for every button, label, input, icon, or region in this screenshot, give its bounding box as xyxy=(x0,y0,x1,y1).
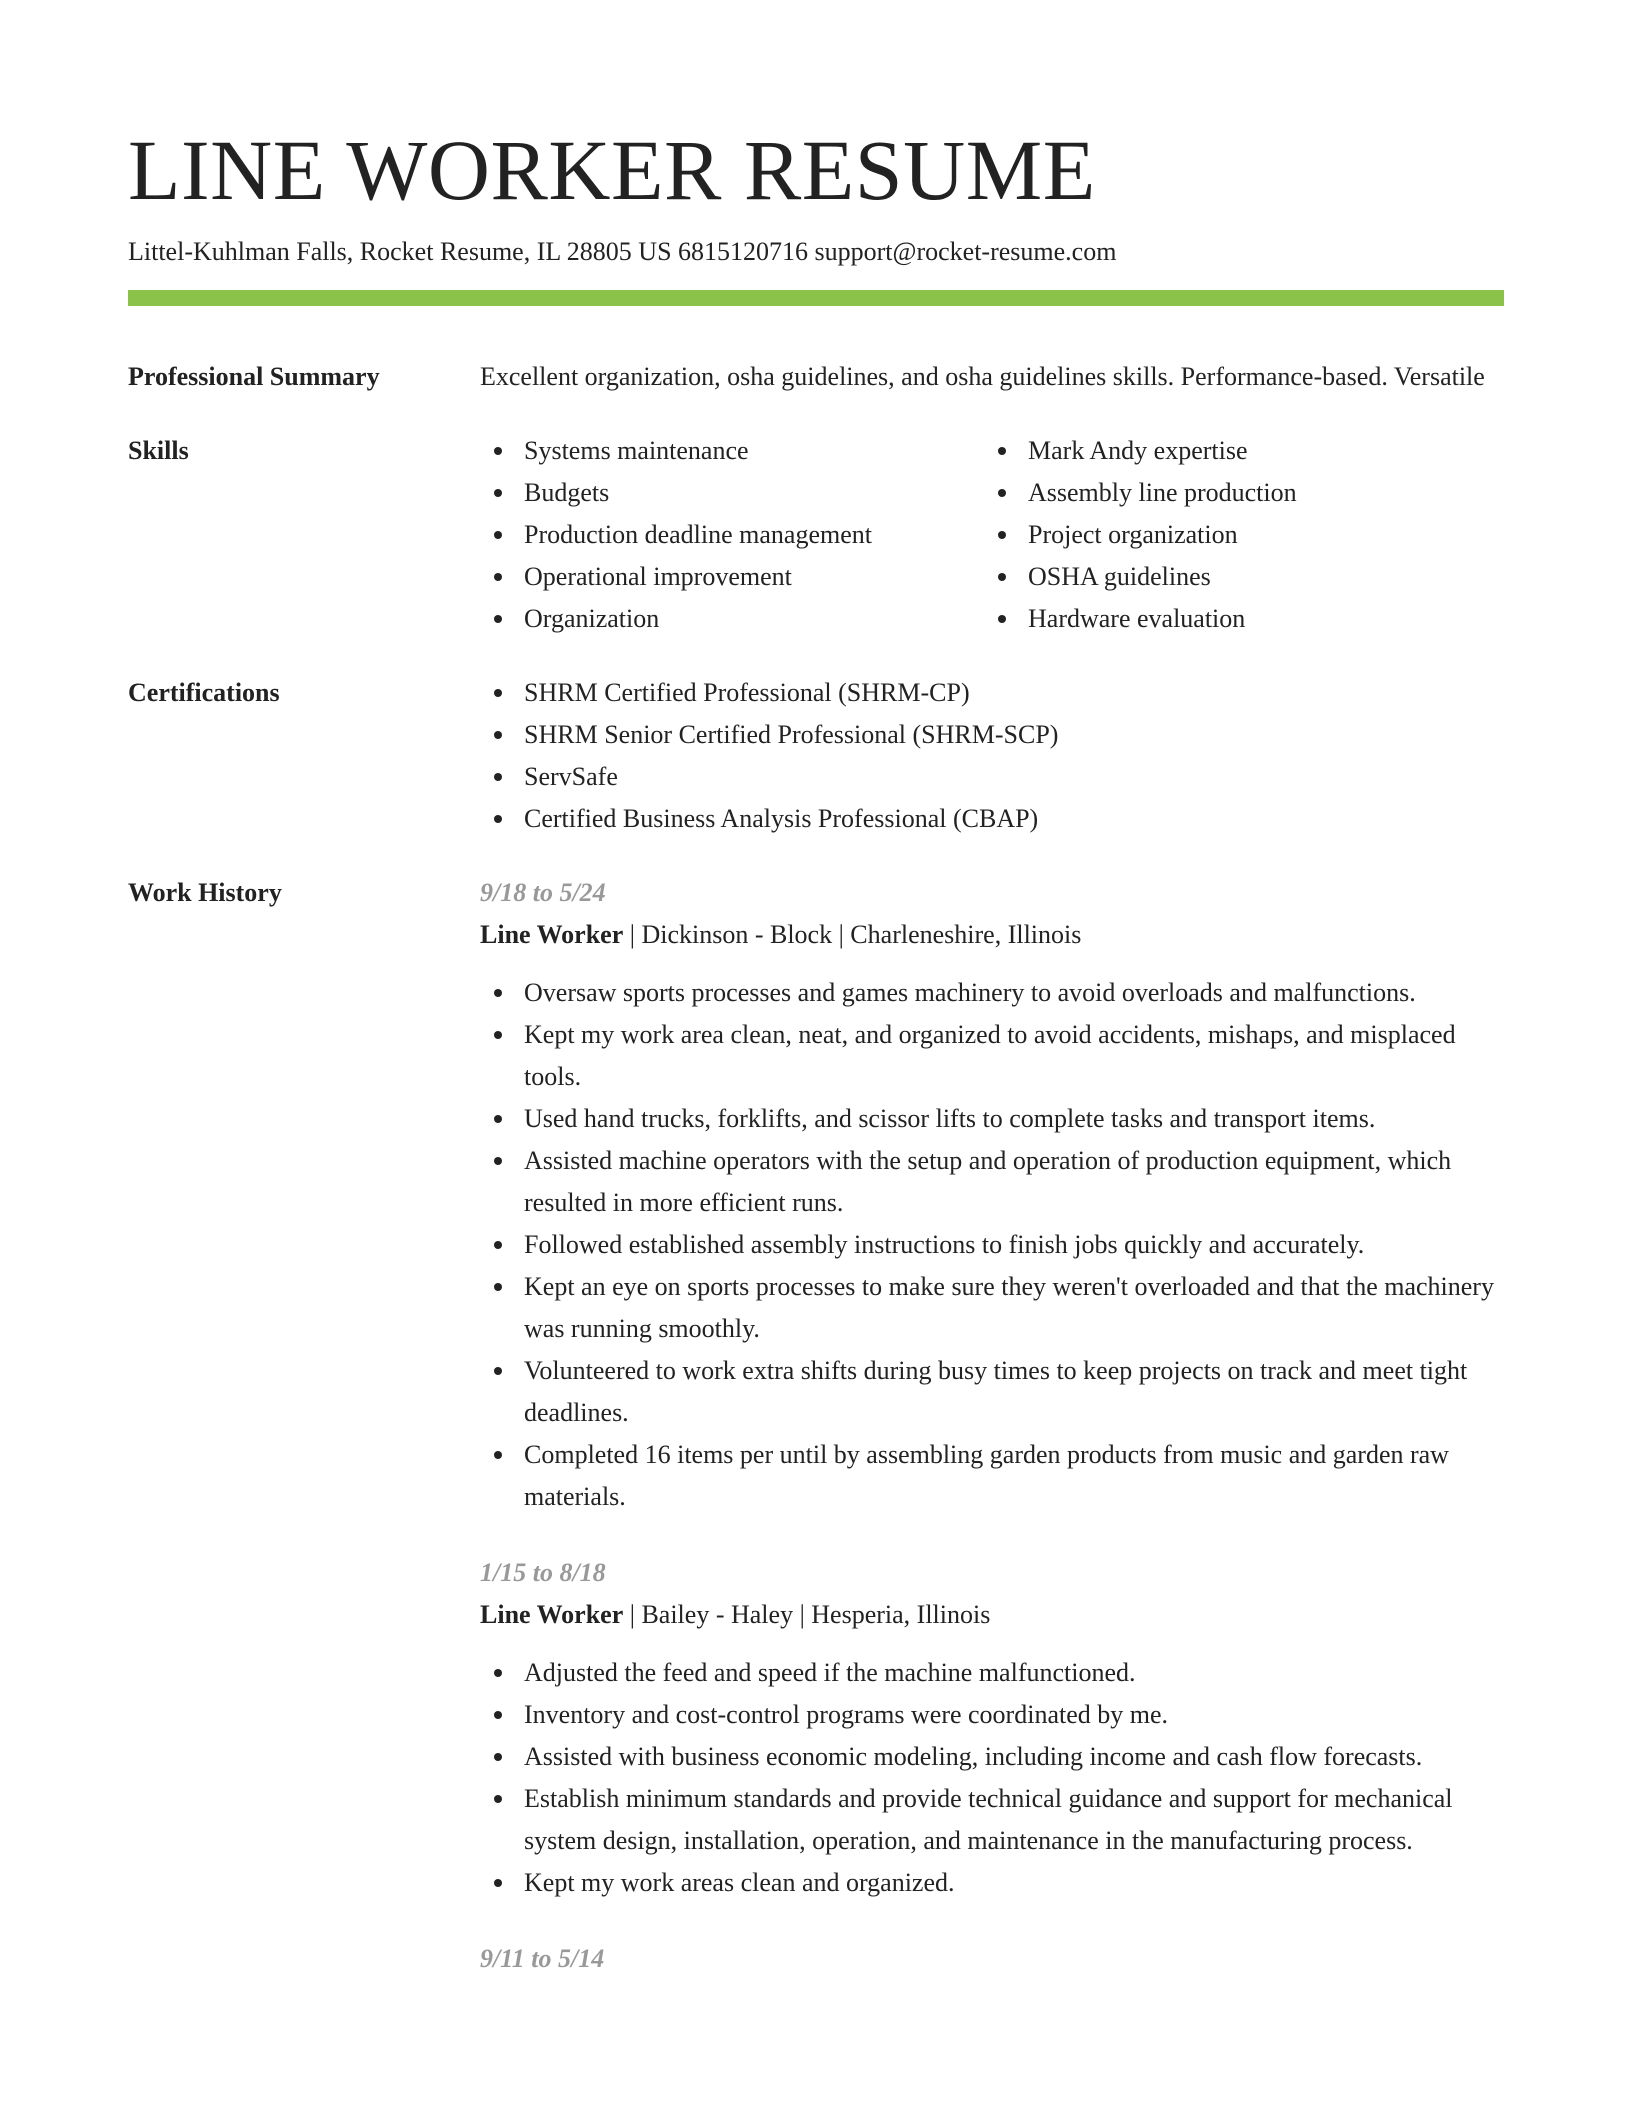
skill-item-text: Systems maintenance xyxy=(524,436,749,465)
bullet-icon xyxy=(494,1157,502,1165)
skill-item xyxy=(984,472,1488,514)
job-title: Line Worker xyxy=(480,1600,624,1629)
job-employer-location: | Dickinson - Block | Charleneshire, Illinois xyxy=(623,920,1082,949)
job-duty-item xyxy=(480,1014,1504,1098)
skill-item-text: Hardware evaluation xyxy=(1028,604,1246,633)
bullet-icon xyxy=(494,615,502,623)
skill-item-text: Budgets xyxy=(524,478,610,507)
skill-item xyxy=(480,514,984,556)
skill-item xyxy=(984,514,1488,556)
job-duty-item-text: Assisted machine operators with the setup and operation of production equipment, which resulted in more efficient runs. xyxy=(524,1146,1452,1217)
skill-item xyxy=(480,430,984,472)
skill-item-text: Operational improvement xyxy=(524,562,792,591)
job-entry xyxy=(480,1938,1504,1980)
bullet-icon xyxy=(494,1115,502,1123)
certification-item-text: Certified Business Analysis Professional (CBAP) xyxy=(524,804,1039,833)
skills-list-left xyxy=(480,430,984,640)
bullet-icon xyxy=(494,1451,502,1459)
bullet-icon xyxy=(494,1711,502,1719)
bullet-icon xyxy=(494,1031,502,1039)
jobs-list xyxy=(480,872,1504,2014)
job-duty-item xyxy=(480,1350,1504,1434)
bullet-icon xyxy=(494,1753,502,1761)
job-duty-item xyxy=(480,1098,1504,1140)
job-duties-list xyxy=(480,972,1504,1518)
bullet-icon xyxy=(494,1669,502,1677)
job-duty-item xyxy=(480,1736,1504,1778)
skill-item xyxy=(480,472,984,514)
certifications-list xyxy=(480,672,1504,840)
bullet-icon xyxy=(998,447,1006,455)
job-duty-item-text: Oversaw sports processes and games machinery to avoid overloads and malfunctions. xyxy=(524,978,1416,1007)
job-dates: 9/18 to 5/24 xyxy=(480,878,606,907)
bullet-icon xyxy=(494,773,502,781)
job-duty-item-text: Completed 16 items per until by assembling garden products from music and garden raw materials. xyxy=(524,1440,1449,1511)
section-label-summary: Professional Summary xyxy=(128,362,380,391)
job-duty-item xyxy=(480,1778,1504,1862)
certification-item-text: ServSafe xyxy=(524,762,618,791)
section-label-certifications: Certifications xyxy=(128,678,280,707)
skill-item-text: OSHA guidelines xyxy=(1028,562,1211,591)
resume-title: LINE WORKER RESUME xyxy=(128,122,1096,218)
bullet-icon xyxy=(494,731,502,739)
job-entry xyxy=(480,1552,1504,1904)
job-duty-item-text: Followed established assembly instructions to finish jobs quickly and accurately. xyxy=(524,1230,1365,1259)
work-history-section xyxy=(128,872,1504,2014)
job-dates: 9/11 to 5/14 xyxy=(480,1944,605,1973)
job-duty-item-text: Inventory and cost-control programs were coordinated by me. xyxy=(524,1700,1169,1729)
job-duty-item xyxy=(480,1862,1504,1904)
bullet-icon xyxy=(998,531,1006,539)
skill-item-text: Project organization xyxy=(1028,520,1238,549)
accent-divider xyxy=(128,290,1504,306)
job-dates: 1/15 to 8/18 xyxy=(480,1558,606,1587)
skill-item xyxy=(984,430,1488,472)
job-duty-item xyxy=(480,972,1504,1014)
skill-item xyxy=(984,556,1488,598)
job-heading xyxy=(480,914,1504,956)
bullet-icon xyxy=(494,1879,502,1887)
job-duty-item xyxy=(480,1694,1504,1736)
bullet-icon xyxy=(494,1241,502,1249)
job-duties-list xyxy=(480,1652,1504,1904)
skill-item xyxy=(480,598,984,640)
job-duty-item xyxy=(480,1140,1504,1224)
job-entry xyxy=(480,872,1504,1518)
job-heading xyxy=(480,1594,1504,1636)
bullet-icon xyxy=(494,447,502,455)
job-duty-item xyxy=(480,1652,1504,1694)
certification-item xyxy=(480,756,1504,798)
job-duty-item-text: Kept an eye on sports processes to make sure they weren't overloaded and that the machinery was running smoothly. xyxy=(524,1272,1494,1343)
certifications-content xyxy=(480,672,1504,840)
skill-item xyxy=(480,556,984,598)
bullet-icon xyxy=(998,615,1006,623)
job-duty-item-text: Used hand trucks, forklifts, and scissor lifts to complete tasks and transport items. xyxy=(524,1104,1376,1133)
job-title: Line Worker xyxy=(480,920,624,949)
skill-item xyxy=(984,598,1488,640)
job-duty-item xyxy=(480,1266,1504,1350)
bullet-icon xyxy=(494,989,502,997)
skills-columns xyxy=(480,430,1504,640)
bullet-icon xyxy=(494,1367,502,1375)
section-label-work-history: Work History xyxy=(128,878,282,907)
job-duty-item-text: Assisted with business economic modeling, including income and cash flow forecasts. xyxy=(524,1742,1423,1771)
skill-item-text: Mark Andy expertise xyxy=(1028,436,1248,465)
bullet-icon xyxy=(494,689,502,697)
contact-line: Littel-Kuhlman Falls, Rocket Resume, IL 28805 US 6815120716 support@rocket-resume.com xyxy=(128,237,1117,266)
skill-item-text: Production deadline management xyxy=(524,520,873,549)
certification-item-text: SHRM Certified Professional (SHRM-CP) xyxy=(524,678,970,707)
section-label-skills: Skills xyxy=(128,436,189,465)
job-duty-item-text: Volunteered to work extra shifts during busy times to keep projects on track and meet tight deadlines. xyxy=(524,1356,1468,1427)
bullet-icon xyxy=(494,1283,502,1291)
skills-section xyxy=(128,430,1504,640)
bullet-icon xyxy=(494,531,502,539)
bullet-icon xyxy=(998,573,1006,581)
skill-item-text: Organization xyxy=(524,604,660,633)
skill-item-text: Assembly line production xyxy=(1028,478,1297,507)
job-duty-item-text: Kept my work areas clean and organized. xyxy=(524,1868,955,1897)
certification-item xyxy=(480,672,1504,714)
bullet-icon xyxy=(494,815,502,823)
bullet-icon xyxy=(494,1795,502,1803)
job-duty-item xyxy=(480,1434,1504,1518)
job-duty-item-text: Establish minimum standards and provide technical guidance and support for mechanical system design, installation, operation, and maintenance in the manufacturing process. xyxy=(524,1784,1453,1855)
skills-list-right xyxy=(984,430,1488,640)
bullet-icon xyxy=(998,489,1006,497)
job-duty-item xyxy=(480,1224,1504,1266)
job-employer-location: | Bailey - Haley | Hesperia, Illinois xyxy=(623,1600,991,1629)
resume-page xyxy=(128,118,1504,2014)
summary-text: Excellent organization, osha guidelines, and osha guidelines skills. Performance-based. Versatile xyxy=(480,362,1485,391)
certification-item xyxy=(480,798,1504,840)
certification-item xyxy=(480,714,1504,756)
job-duty-item-text: Kept my work area clean, neat, and organized to avoid accidents, mishaps, and misplaced tools. xyxy=(524,1020,1456,1091)
certifications-section xyxy=(128,672,1504,840)
certification-item-text: SHRM Senior Certified Professional (SHRM-SCP) xyxy=(524,720,1059,749)
job-duty-item-text: Adjusted the feed and speed if the machine malfunctioned. xyxy=(524,1658,1136,1687)
bullet-icon xyxy=(494,489,502,497)
summary-section xyxy=(128,356,1504,398)
bullet-icon xyxy=(494,573,502,581)
